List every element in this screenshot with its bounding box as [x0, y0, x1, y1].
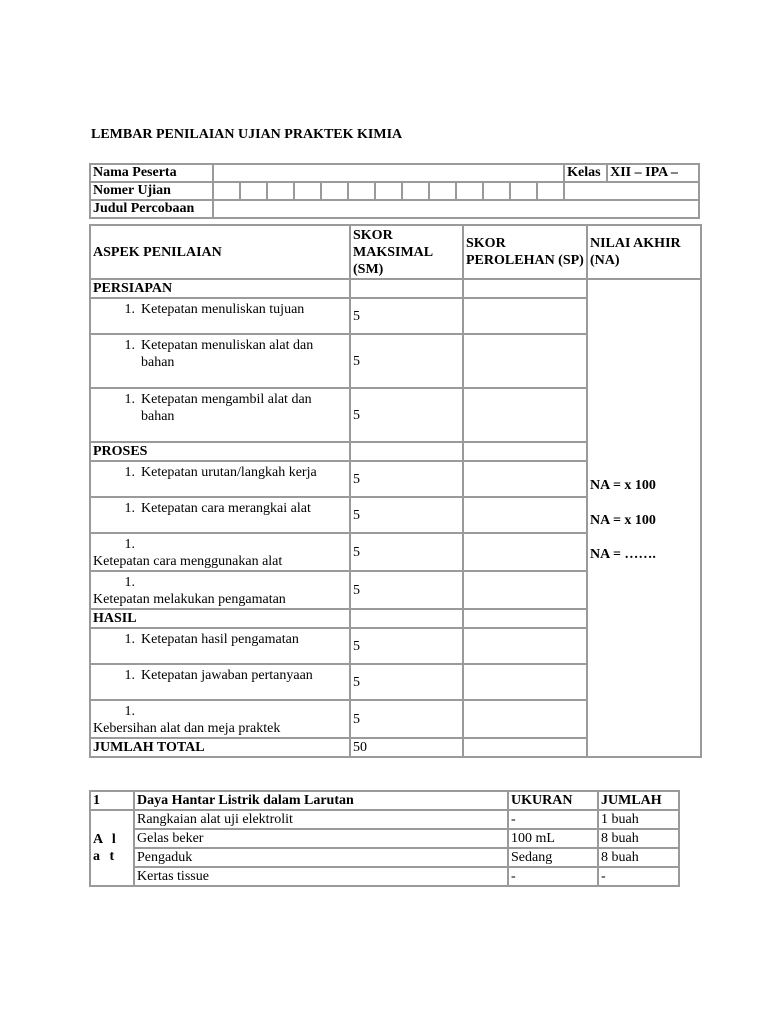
material-size: -: [508, 867, 598, 886]
materials-header-row: [90, 791, 679, 810]
item-max-score: 5: [350, 700, 463, 738]
material-name: Pengaduk: [134, 848, 508, 867]
identity-row-name: [90, 164, 699, 182]
material-size: Sedang: [508, 848, 598, 867]
item-max-score: 5: [350, 664, 463, 700]
experiment-title: Daya Hantar Listrik dalam Larutan: [134, 791, 508, 810]
exam-no-box[interactable]: [429, 182, 456, 200]
item-obtained-score[interactable]: [463, 388, 587, 442]
item-number: 1.: [124, 501, 135, 516]
class-label: Kelas: [564, 164, 607, 182]
item-number: 1.: [124, 668, 135, 683]
item-obtained-score[interactable]: [463, 334, 587, 388]
exam-no-box[interactable]: [510, 182, 537, 200]
header-obtained-score: SKOR PEROLEHAN (SP): [463, 225, 587, 279]
item-text: Ketepatan melakukan pengamatan: [93, 592, 286, 607]
material-row: [90, 867, 679, 886]
item-max-score: 5: [350, 461, 463, 497]
materials-table: [89, 790, 680, 887]
item-text: Ketepatan menuliskan alat dan bahan: [141, 338, 314, 370]
item-number: 1.: [124, 392, 135, 407]
group-label: A l a t: [90, 810, 134, 886]
section-title: HASIL: [90, 609, 350, 628]
item-max-score: 5: [350, 497, 463, 533]
assessment-header-row: [90, 225, 701, 279]
item-max-score: 5: [350, 628, 463, 664]
exam-no-box[interactable]: [294, 182, 321, 200]
exam-no-box[interactable]: [321, 182, 348, 200]
page-title: LEMBAR PENILAIAN UJIAN PRAKTEK KIMIA: [91, 127, 403, 142]
item-text: Ketepatan cara merangkai alat: [141, 501, 311, 516]
total-obtained-score[interactable]: [463, 738, 587, 757]
section-title: PROSES: [90, 442, 350, 461]
material-row: [90, 829, 679, 848]
item-number: 1.: [124, 632, 135, 647]
item-max-score: 5: [350, 533, 463, 571]
class-value[interactable]: XII – IPA –: [607, 164, 699, 182]
item-max-score: 5: [350, 334, 463, 388]
header-size: UKURAN: [508, 791, 598, 810]
item-text: Ketepatan menuliskan tujuan: [141, 302, 305, 317]
material-qty: 1 buah: [598, 810, 679, 829]
item-text: Ketepatan jawaban pertanyaan: [141, 668, 313, 683]
item-obtained-score[interactable]: [463, 461, 587, 497]
exam-no-label: Nomer Ujian: [90, 182, 213, 200]
item-number: 1.: [124, 302, 135, 317]
item-obtained-score[interactable]: [463, 497, 587, 533]
exam-no-box[interactable]: [348, 182, 375, 200]
item-obtained-score[interactable]: [463, 664, 587, 700]
identity-row-exam-no: [90, 182, 699, 200]
item-obtained-score[interactable]: [463, 533, 587, 571]
exam-no-box[interactable]: [483, 182, 510, 200]
item-text: Kebersihan alat dan meja praktek: [93, 721, 281, 736]
experiment-field[interactable]: [213, 200, 699, 218]
header-qty: JUMLAH: [598, 791, 679, 810]
exam-no-box[interactable]: [456, 182, 483, 200]
item-max-score: 5: [350, 298, 463, 334]
item-obtained-score[interactable]: [463, 700, 587, 738]
exam-no-box[interactable]: [402, 182, 429, 200]
experiment-number: 1: [90, 791, 134, 810]
material-row: [90, 810, 679, 829]
item-text: Ketepatan mengambil alat dan bahan: [141, 392, 312, 424]
item-number: 1.: [124, 537, 135, 552]
material-qty: 8 buah: [598, 848, 679, 867]
final-score-cell: [587, 279, 701, 757]
na-formula: NA = …….: [590, 547, 656, 562]
section-row-persiapan: [90, 279, 701, 298]
material-name: Gelas beker: [134, 829, 508, 848]
material-size: 100 mL: [508, 829, 598, 848]
exam-no-box[interactable]: [213, 182, 240, 200]
exam-no-box[interactable]: [267, 182, 294, 200]
name-label: Nama Peserta: [90, 164, 213, 182]
material-size: -: [508, 810, 598, 829]
exam-no-blank: [564, 182, 699, 200]
item-obtained-score[interactable]: [463, 571, 587, 609]
header-final-score: NILAI AKHIR (NA): [587, 225, 701, 279]
material-row: [90, 848, 679, 867]
na-formula: NA = x 100: [590, 513, 656, 528]
item-text: Ketepatan urutan/langkah kerja: [141, 465, 317, 480]
total-label: JUMLAH TOTAL: [90, 738, 350, 757]
item-number: 1.: [124, 338, 135, 353]
experiment-label: Judul Percobaan: [90, 200, 213, 218]
name-field[interactable]: [213, 164, 564, 182]
exam-no-box[interactable]: [375, 182, 402, 200]
item-obtained-score[interactable]: [463, 628, 587, 664]
item-number: 1.: [124, 575, 135, 590]
na-formula: NA = x 100: [590, 478, 656, 493]
exam-no-box[interactable]: [537, 182, 564, 200]
item-obtained-score[interactable]: [463, 298, 587, 334]
item-number: 1.: [124, 465, 135, 480]
material-name: Kertas tissue: [134, 867, 508, 886]
item-text: Ketepatan hasil pengamatan: [141, 632, 299, 647]
assessment-table: [89, 224, 702, 758]
identity-table: [89, 163, 700, 219]
exam-no-box[interactable]: [240, 182, 267, 200]
identity-row-experiment: [90, 200, 699, 218]
material-name: Rangkaian alat uji elektrolit: [134, 810, 508, 829]
header-max-score: SKOR MAKSIMAL (SM): [350, 225, 463, 279]
item-text: Ketepatan cara menggunakan alat: [93, 554, 283, 569]
material-qty: -: [598, 867, 679, 886]
item-number: 1.: [124, 704, 135, 719]
item-max-score: 5: [350, 388, 463, 442]
total-max-score: 50: [350, 738, 463, 757]
header-aspect: ASPEK PENILAIAN: [90, 225, 350, 279]
material-qty: 8 buah: [598, 829, 679, 848]
section-title: PERSIAPAN: [90, 279, 350, 298]
item-max-score: 5: [350, 571, 463, 609]
